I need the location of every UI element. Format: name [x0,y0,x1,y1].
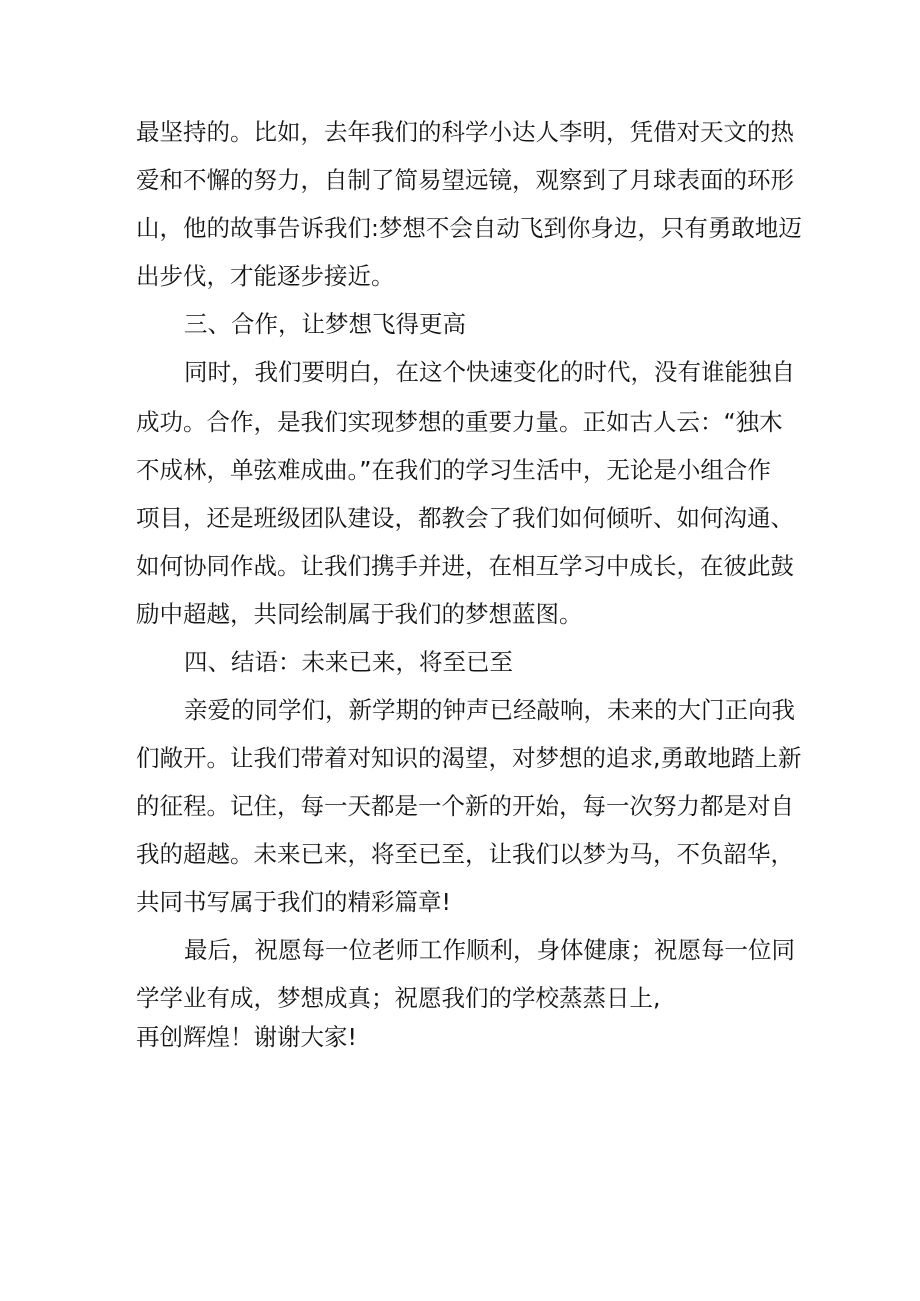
paragraph-start-line: 同时，我们要明白，在这个快速变化的时代，没有谁能独自 [184,358,795,386]
body-text-line: 最坚持的。比如，去年我们的科学小达人李明，凭借对天文的热 [136,118,794,146]
paragraph-start-line: 亲爱的同学们，新学期的钟声已经敲响，未来的大门正向我 [184,696,795,724]
body-text-line: 的征程。记住，每一天都是一个新的开始，每一次努力都是对自 [136,792,794,820]
body-text-line: 不成林，单弦难成曲。”在我们的学习生活中，无论是小组合作 [136,456,771,484]
section-heading-cooperation: 三、合作，让梦想飞得更高 [184,310,466,338]
body-text-line: 励中超越，共同绘制属于我们的梦想蓝图。 [136,600,583,628]
body-text-line: 出步伐，才能逐步接近。 [136,262,395,290]
paragraph-start-line: 最后，祝愿每一位老师工作顺利，身体健康；祝愿每一位同 [184,936,795,964]
body-text-line: 我的超越。未来已来，将至已至，让我们以梦为马，不负韶华， [136,840,794,868]
body-text-line: 爱和不懈的努力，自制了简易望远镜，观察到了月球表面的环形 [136,166,794,194]
body-text-line: 山，他的故事告诉我们:梦想不会自动飞到你身边，只有勇敢地迈 [136,214,802,242]
closing-line: 再创辉煌！谢谢大家! [136,1023,357,1051]
body-text-line: 学学业有成，梦想成真；祝愿我们的学校蒸蒸日上, [136,984,661,1012]
section-heading-conclusion: 四、结语：未来已来，将至已至 [184,648,513,676]
body-text-line: 如何协同作战。让我们携手并进，在相互学习中成长，在彼此鼓 [136,552,794,580]
body-text-line: 们敞开。让我们带着对知识的渴望，对梦想的追求,勇敢地踏上新 [136,744,802,772]
body-text-line: 项目，还是班级团队建设，都教会了我们如何倾听、如何沟通、 [136,504,794,532]
body-text-line: 共同书写属于我们的精彩篇章! [136,888,451,916]
body-text-line: 成功。合作，是我们实现梦想的重要力量。正如古人云：“独木 [136,408,783,436]
